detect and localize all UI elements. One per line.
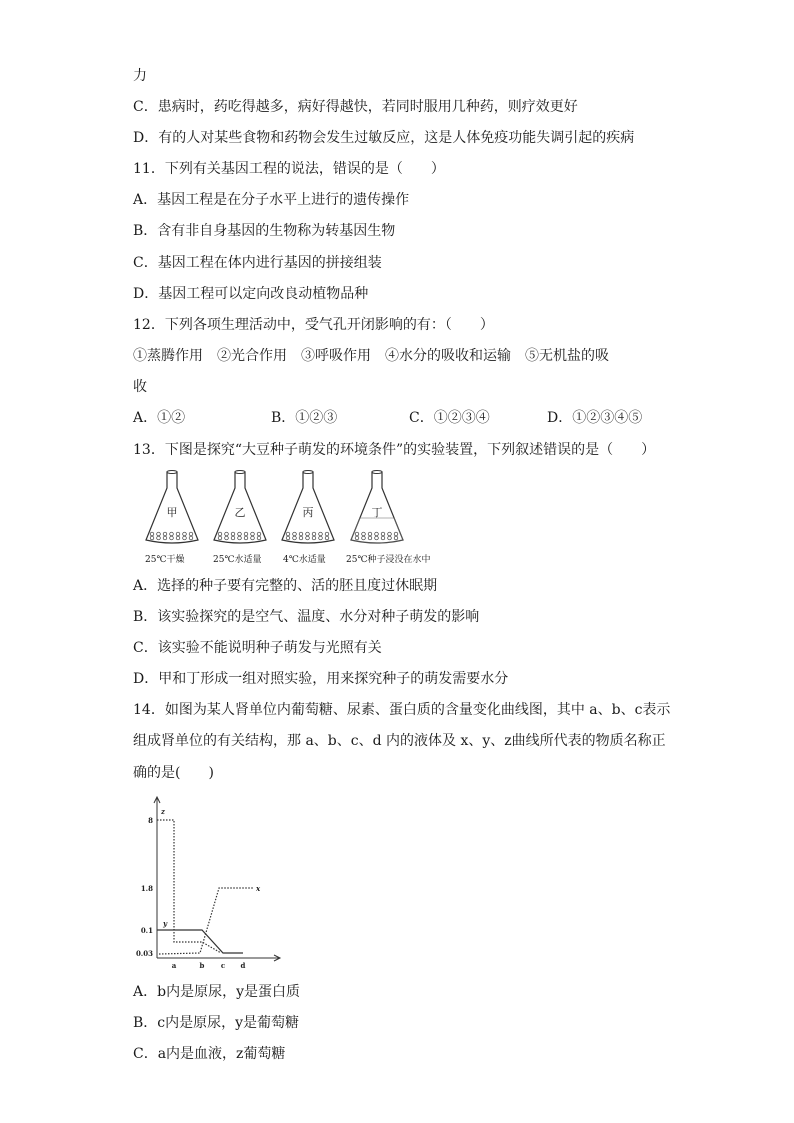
y-tick-label: 0.03 [135, 949, 153, 958]
series-z-label: z [161, 807, 165, 816]
flask-name: 丁 [371, 506, 383, 519]
flask-name: 乙 [234, 506, 246, 519]
option-line: B．该实验探究的是空气、温度、水分对种子萌发的影响 [133, 609, 480, 625]
question-11-stem: 11．下列有关基因工程的说法，错误的是（ ） [133, 161, 445, 177]
flask-figure [138, 470, 458, 550]
flask-label: 25℃干燥 [145, 555, 185, 565]
x-tick-label: a [171, 961, 177, 970]
kidney-chart [130, 792, 290, 972]
question-14-stem: 组成肾单位的有关结构，那 a、b、c、d 内的液体及 x、y、z曲线所代表的物质名称正 [133, 733, 666, 749]
question-14-stem: 14．如图为某人肾单位内葡萄糖、尿素、蛋白质的含量变化曲线图，其中 a、b、c表示 [133, 702, 671, 718]
series-y-label: y [163, 919, 168, 928]
flask [146, 471, 198, 544]
option-line: C．基因工程在体内进行基因的拼接组装 [133, 255, 382, 271]
question-13-stem: 13．下图是探究“大豆种子萌发的环境条件”的实验装置，下列叙述错误的是（ ） [133, 442, 656, 458]
flask-label: 25℃种子浸没在水中 [346, 555, 431, 565]
x-tick-label: c [220, 961, 226, 970]
option-line: B．c内是原尿，y是葡萄糖 [133, 1015, 300, 1031]
option-line: B．含有非自身基因的生物称为转基因生物 [133, 223, 396, 239]
q12-option-b: B．①②③ [271, 410, 338, 426]
option-line: C．a内是血液，z葡萄糖 [133, 1046, 286, 1062]
q12-option-d: D．①②③④⑤ [547, 410, 643, 426]
x-tick-label: b [199, 961, 205, 970]
flask-name: 甲 [166, 506, 178, 519]
question-12-stem: 12．下列各项生理活动中，受气孔开闭影响的有：（ ） [133, 317, 494, 333]
flask-label: 25℃水适量 [213, 555, 262, 565]
text-line: ①蒸腾作用 ②光合作用 ③呼吸作用 ④水分的吸收和运输 ⑤无机盐的吸 [133, 348, 609, 364]
y-tick-label: 8 [148, 816, 153, 825]
flask-name: 丙 [302, 506, 314, 519]
option-line: A．选择的种子要有完整的、活的胚且度过休眠期 [133, 578, 438, 594]
flask-label: 4℃水适量 [283, 555, 326, 565]
series-x-label: x [256, 884, 261, 893]
series-z-line [157, 820, 221, 953]
flask [351, 471, 403, 544]
y-tick-label: 1.8 [140, 884, 153, 893]
y-tick-label: 0.1 [140, 926, 153, 935]
x-tick-label: d [240, 961, 246, 970]
flask [214, 471, 266, 544]
question-14-stem: 确的是( ) [133, 765, 214, 781]
text-line: D．有的人对某些食物和药物会发生过敏反应，这是人体免疫功能失调引起的疾病 [133, 130, 635, 146]
option-line: D．甲和丁形成一组对照实验，用来探究种子的萌发需要水分 [133, 671, 509, 687]
option-line: C．该实验不能说明种子萌发与光照有关 [133, 640, 382, 656]
option-line: D．基因工程可以定向改良动植物品种 [133, 286, 369, 302]
text-line: 力 [133, 68, 147, 84]
text-line: C．患病时，药吃得越多，病好得越快，若同时服用几种药，则疗效更好 [133, 99, 578, 115]
flask [282, 471, 334, 544]
q12-option-a: A．①② [133, 410, 186, 426]
option-line: A．b内是原尿，y是蛋白质 [133, 984, 300, 1000]
text-line: 收 [133, 379, 147, 395]
q12-option-c: C．①②③④ [409, 410, 490, 426]
option-line: A．基因工程是在分子水平上进行的遗传操作 [133, 192, 410, 208]
